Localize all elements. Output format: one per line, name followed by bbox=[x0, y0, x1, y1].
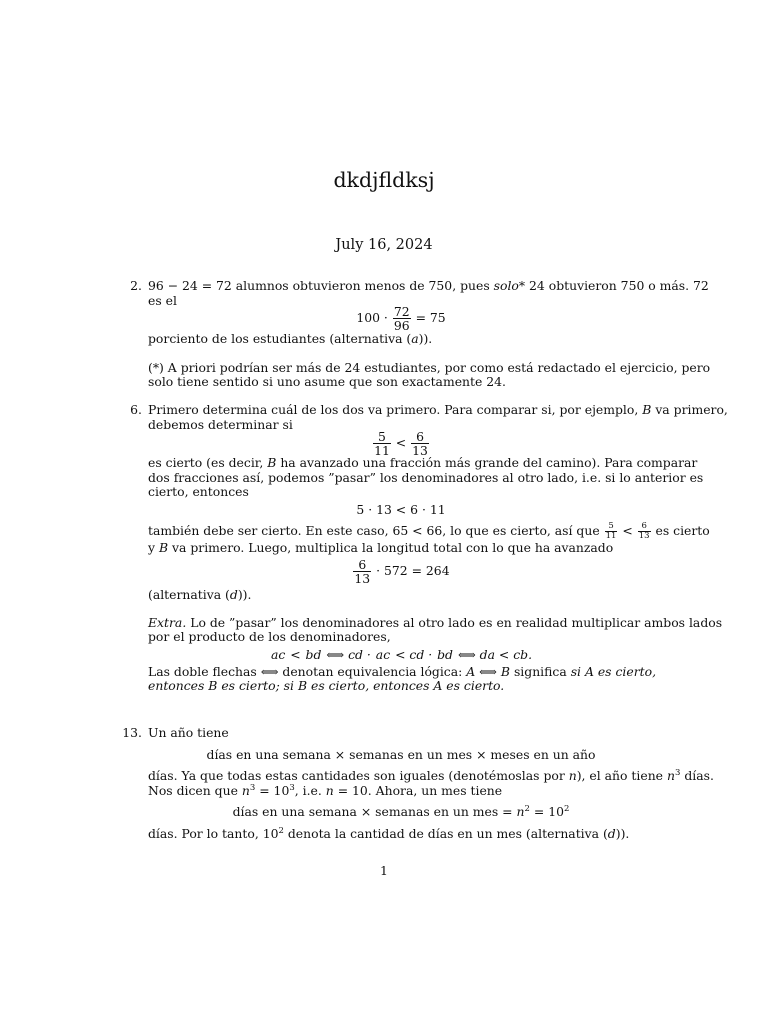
text-line: Un año tiene bbox=[148, 725, 229, 740]
text-line: dos fracciones así, podemos ”pasar” los denominadores al otro lado, i.e. si lo anterior es bbox=[148, 469, 704, 485]
text-line: y B va primero. Luego, multiplica la longitud total con lo que ha avanzado bbox=[148, 539, 614, 555]
page-date: July 16, 2024 bbox=[335, 237, 433, 253]
text-line: debemos determinar si bbox=[148, 416, 293, 432]
item-number: 6. bbox=[130, 402, 142, 417]
text-line: días. Ya que todas estas cantidades son iguales (denotémoslas por n), el año tiene $n^3$ días. bbox=[148, 768, 714, 784]
item-number: 13. bbox=[122, 725, 142, 740]
text-line: Nos dicen que $n^3 = 10^3$, i.e. n = 10. Ahora, un mes tiene bbox=[148, 782, 503, 798]
text-line: 96 − 24 = 72 alumnos obtuvieron menos de 750, pues solo* 24 obtuvieron 750 o más. 72 bbox=[148, 278, 709, 293]
page-title: dkdjfldksj bbox=[333, 168, 435, 192]
display-expression: días en una semana × semanas en un mes × meses en un año bbox=[206, 746, 596, 762]
display-inequality: 5 · 13 < 6 · 11 bbox=[356, 501, 446, 517]
display-equation: $\frac{6}{13}$ · 572 = 264 bbox=[354, 557, 450, 587]
text-line: (alternativa (d)). bbox=[148, 587, 252, 603]
display-inequality: $\frac{5}{11}$ < $\frac{6}{13}$ bbox=[374, 429, 428, 459]
text-line: es cierto (es decir, B ha avanzado una fracción más grande del camino). Para comparar bbox=[148, 455, 698, 471]
footnote: (*) A priori podrían ser más de 24 estudiantes, por como está redactado el ejercicio, pero solo tiene sentido si uno asume que son exactamente 24. bbox=[148, 359, 711, 390]
item-number: 2. bbox=[130, 278, 142, 293]
display-equivalence: ac < bd ⟺ cd · ac < cd · bd ⟺ da < cb. bbox=[270, 646, 533, 663]
text-line: también debe ser cierto. En este caso, 65 < 66, lo que es cierto, así que $\frac{5}{11}$ < $\frac{6}{13}$ es cierto bbox=[148, 520, 710, 541]
list-item-13 bbox=[122, 725, 714, 842]
extra-remark: Extra. Lo de ”pasar” los denominadores al otro lado es en realidad multiplicar ambos lados por el producto de los denominadores, ac < bd ⟺ cd · ac < cd · bd ⟺ da < cb. Las doble flechas ⟺ denotan equivalencia lógica: A ⟺ B significa si A es cierto, entonces B es cierto; si B es cierto, entonces A es cierto. bbox=[148, 614, 723, 694]
text-line: es el bbox=[148, 292, 177, 308]
text-line: porciento de los estudiantes (alternativa (a)). bbox=[148, 331, 433, 347]
text-line: días. Por lo tanto, $10^2$ denota la cantidad de días en un mes (alternativa (d)). bbox=[148, 825, 630, 841]
list-item-6 bbox=[130, 402, 728, 694]
text-line: cierto, entonces bbox=[148, 484, 249, 500]
list-item-2 bbox=[130, 278, 711, 390]
display-equation: 100 · $\frac{72}{96}$ = 75 bbox=[356, 304, 446, 334]
display-expression: días en una semana × semanas en un mes = $n^2 = 10^2$ bbox=[232, 804, 570, 820]
page-number: 1 bbox=[380, 863, 388, 878]
text-line: Primero determina cuál de los dos va primero. Para comparar si, por ejemplo, B va primero, bbox=[148, 402, 728, 417]
